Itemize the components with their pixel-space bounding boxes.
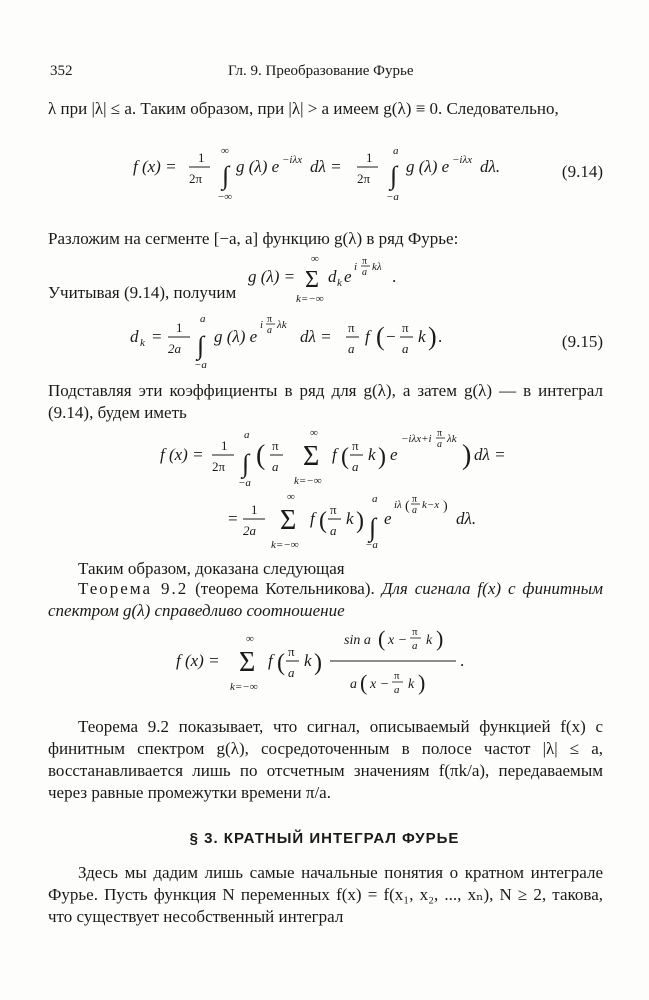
svg-text:a: a <box>200 313 206 325</box>
svg-text:a: a <box>350 677 357 692</box>
svg-text:sin a: sin a <box>344 633 371 648</box>
svg-text:): ) <box>314 650 322 676</box>
svg-text:a: a <box>437 439 442 450</box>
theorem-text: Для сигнала f(x) с финитным спектром g(λ) справедливо соотношение <box>48 579 604 620</box>
svg-text:): ) <box>378 444 386 470</box>
svg-text:k=−∞: k=−∞ <box>294 475 322 487</box>
svg-text:k: k <box>140 337 145 349</box>
svg-text:(: ( <box>256 440 266 471</box>
svg-text:π: π <box>394 670 400 682</box>
paragraph-1: λ при |λ| ≤ a. Таким образом, при |λ| > a имеем g(λ) ≡ 0. Следовательно, <box>48 99 559 118</box>
svg-text:∫: ∫ <box>242 449 250 478</box>
svg-text:.: . <box>460 651 465 670</box>
svg-text:−a: −a <box>194 359 207 371</box>
theorem-block <box>48 578 603 622</box>
svg-text:k=−∞: k=−∞ <box>271 539 299 550</box>
svg-text:π: π <box>288 644 295 659</box>
paragraph-3: Учитывая (9.14), получим <box>48 283 237 302</box>
svg-text:π: π <box>352 438 359 453</box>
svg-text:∞: ∞ <box>221 145 229 157</box>
svg-text:(: ( <box>378 626 386 651</box>
theorem-label: Теорема 9.2 <box>78 579 189 598</box>
svg-text:Σ: Σ <box>303 441 320 472</box>
svg-text:f: f <box>268 651 273 670</box>
svg-text:2a: 2a <box>243 523 256 538</box>
svg-text:f (x) =: f (x) = <box>160 445 204 464</box>
running-header: Гл. 9. Преобразование Фурье <box>228 63 414 79</box>
svg-text:k=−∞: k=−∞ <box>296 293 324 305</box>
svg-text:f (x) =: f (x) = <box>176 651 220 670</box>
svg-text:∞: ∞ <box>287 491 295 503</box>
svg-text:a: a <box>348 341 355 356</box>
svg-text:k=−∞: k=−∞ <box>230 681 258 693</box>
svg-text:f: f <box>332 445 337 464</box>
formula-9-14 <box>48 138 603 208</box>
svg-text:Σ: Σ <box>305 267 319 293</box>
svg-text:k: k <box>346 509 354 528</box>
svg-text:(: ( <box>360 670 368 695</box>
paragraph-4: Подставляя эти коэффициенты в ряд для g(λ), а затем g(λ) — в интеграл (9.14), будем иметь <box>48 381 603 422</box>
svg-text:−a: −a <box>365 539 378 550</box>
svg-text:a: a <box>412 640 418 652</box>
svg-text:Σ: Σ <box>239 647 256 678</box>
svg-text:a: a <box>402 341 409 356</box>
svg-text:−: − <box>386 327 396 346</box>
svg-text:k−x: k−x <box>422 499 440 511</box>
page-number: 352 <box>50 63 73 79</box>
svg-text:(: ( <box>341 444 349 470</box>
svg-text:2a: 2a <box>168 341 181 356</box>
svg-text:dλ.: dλ. <box>480 157 501 176</box>
svg-text:2π: 2π <box>189 171 203 186</box>
svg-text:a: a <box>352 459 359 474</box>
kotelnikov-formula <box>48 620 603 702</box>
svg-text:−iλx: −iλx <box>282 154 303 166</box>
svg-text:π: π <box>437 428 443 439</box>
svg-text:a: a <box>372 493 378 505</box>
svg-text:.: . <box>438 327 443 346</box>
svg-text:−iλx+i: −iλx+i <box>401 433 432 445</box>
svg-text:a: a <box>272 459 279 474</box>
svg-text:): ) <box>443 499 448 514</box>
svg-text:a: a <box>393 145 399 157</box>
svg-text:.: . <box>392 267 397 286</box>
svg-text:): ) <box>436 626 444 651</box>
svg-text:f (x) =: f (x) = <box>133 157 177 176</box>
svg-text:π: π <box>272 438 279 453</box>
svg-text:k: k <box>304 651 312 670</box>
svg-text:d: d <box>328 267 337 286</box>
svg-text:=: = <box>152 327 162 346</box>
svg-text:λk: λk <box>277 319 287 331</box>
paragraph-7: Здесь мы дадим лишь самые начальные понятия о кратном интеграле Фурье. Пусть функция N переменных f(x) = f(x₁, x₂, ..., xₙ), N ≥ 2, такова, что существует несобственный интеграл <box>48 863 603 926</box>
paragraph-6: Теорема 9.2 показывает, что сигнал, описываемый функцией f(x) с финитным спектром g(λ), сосредоточенным в полосе частот |λ| ≤ a, восстанавливается лишь по отсчетным значениям f(πk/a), передаваемым через равные промежутки времени π/a. <box>48 717 603 802</box>
svg-text:): ) <box>418 670 426 695</box>
svg-text:k: k <box>418 327 426 346</box>
svg-text:∫: ∫ <box>390 161 398 190</box>
svg-text:∞: ∞ <box>246 633 254 645</box>
svg-text:iλ: iλ <box>394 499 402 511</box>
svg-text:a: a <box>244 429 250 441</box>
paragraph-2: Разложим на сегменте [−a, a] функцию g(λ) в ряд Фурье: <box>48 229 459 248</box>
svg-text:∫: ∫ <box>369 513 377 542</box>
svg-text:g (λ) e: g (λ) e <box>214 327 258 346</box>
svg-text:k: k <box>426 633 433 648</box>
svg-text:dλ =: dλ = <box>474 445 506 464</box>
paragraph-5: Таким образом, доказана следующая <box>78 559 345 578</box>
svg-text:f: f <box>310 509 315 528</box>
svg-text:1: 1 <box>221 438 228 453</box>
svg-text:(: ( <box>277 650 285 676</box>
svg-text:x −: x − <box>388 633 408 648</box>
svg-text:): ) <box>428 322 437 351</box>
equation-number-9-14: (9.14) <box>561 162 603 181</box>
svg-text:e: e <box>390 445 398 464</box>
svg-text:π: π <box>348 320 355 335</box>
svg-text:λk: λk <box>447 433 457 445</box>
svg-text:1: 1 <box>176 320 183 335</box>
svg-text:g (λ) =: g (λ) = <box>248 267 296 286</box>
svg-text:g (λ) e: g (λ) e <box>406 157 450 176</box>
svg-text:i: i <box>260 319 264 331</box>
svg-text:x −: x − <box>370 677 390 692</box>
svg-text:a: a <box>362 267 367 278</box>
svg-text:−a: −a <box>386 191 399 203</box>
svg-text:∞: ∞ <box>310 427 318 439</box>
svg-text:π: π <box>267 314 273 325</box>
svg-text:k: k <box>337 277 342 289</box>
svg-text:): ) <box>356 508 364 534</box>
svg-text:a: a <box>267 325 272 336</box>
svg-text:g (λ) e: g (λ) e <box>236 157 280 176</box>
svg-text:(: ( <box>319 508 327 534</box>
svg-text:π: π <box>412 494 418 505</box>
svg-text:2π: 2π <box>357 171 371 186</box>
substitution-formula <box>48 420 603 550</box>
svg-text:Σ: Σ <box>280 505 297 536</box>
svg-text:dλ =: dλ = <box>300 327 332 346</box>
svg-text:2π: 2π <box>212 459 226 474</box>
svg-text:f: f <box>365 327 370 346</box>
svg-text:−iλx: −iλx <box>452 154 473 166</box>
svg-text:k: k <box>368 445 376 464</box>
svg-text:(: ( <box>376 322 385 351</box>
svg-text:dλ.: dλ. <box>456 509 477 528</box>
svg-text:1: 1 <box>198 150 205 165</box>
svg-text:): ) <box>462 440 472 471</box>
svg-text:π: π <box>330 502 337 517</box>
svg-text:π: π <box>402 320 409 335</box>
svg-text:1: 1 <box>251 502 258 517</box>
svg-text:=: = <box>228 509 238 528</box>
svg-text:k: k <box>408 677 415 692</box>
svg-text:π: π <box>362 256 368 267</box>
equation-number-9-15: (9.15) <box>561 332 603 351</box>
formula-9-15 <box>48 302 603 372</box>
svg-text:kλ: kλ <box>372 261 382 273</box>
svg-text:π: π <box>412 626 418 638</box>
svg-text:e: e <box>384 509 392 528</box>
svg-text:(: ( <box>405 499 410 514</box>
section-heading: § 3. КРАТНЫЙ ИНТЕГРАЛ ФУРЬЕ <box>189 830 460 847</box>
svg-text:a: a <box>330 523 337 538</box>
svg-text:∫: ∫ <box>222 161 230 190</box>
theorem-name: (теорема Котельникова). <box>188 579 382 598</box>
svg-text:a: a <box>288 665 295 680</box>
svg-text:dλ =: dλ = <box>310 157 342 176</box>
svg-text:1: 1 <box>366 150 373 165</box>
svg-text:−a: −a <box>238 477 251 489</box>
svg-text:i: i <box>354 261 358 273</box>
svg-text:a: a <box>394 684 400 696</box>
svg-text:d: d <box>130 327 139 346</box>
svg-text:e: e <box>344 267 352 286</box>
svg-text:a: a <box>412 505 417 516</box>
svg-text:−∞: −∞ <box>218 191 233 203</box>
svg-text:∫: ∫ <box>197 331 205 360</box>
svg-text:∞: ∞ <box>311 253 319 265</box>
